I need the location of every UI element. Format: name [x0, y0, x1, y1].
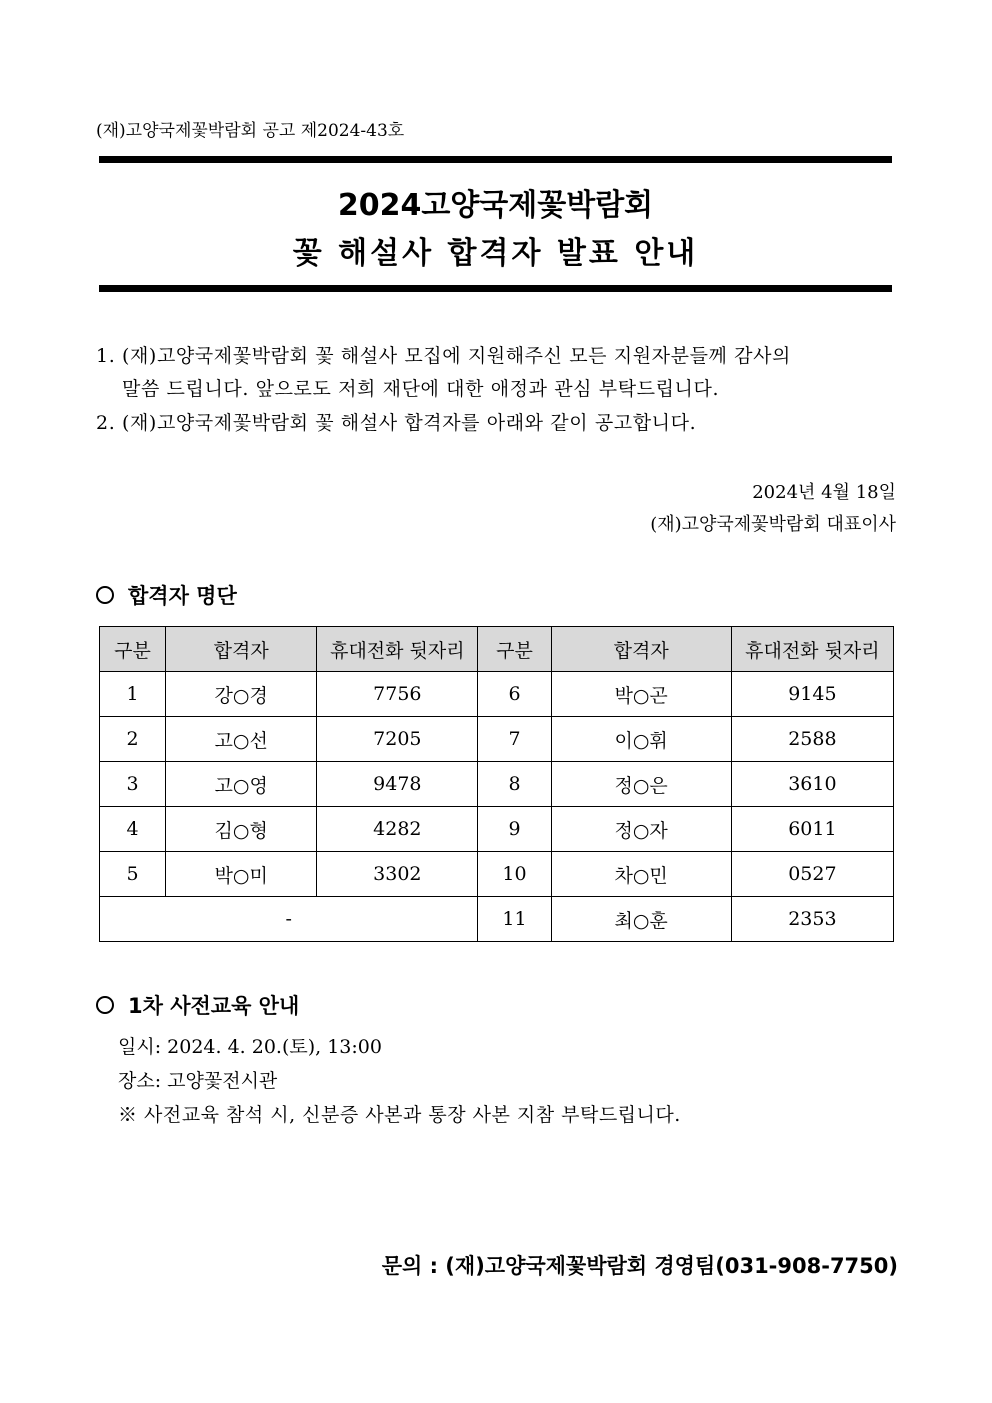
cell-phone: 7756: [317, 672, 478, 717]
cell-no: 9: [478, 807, 551, 852]
cell-name: 고○영: [166, 762, 317, 807]
cell-phone: 2353: [731, 897, 893, 942]
column-header: 구분: [100, 627, 166, 672]
education-note: ※ 사전교육 참석 시, 신분증 사본과 통장 사본 지참 부탁드립니다.: [118, 1104, 681, 1126]
table-row: [100, 762, 894, 807]
cell-name: 박○곤: [551, 672, 731, 717]
roster-heading-label: 합격자 명단: [128, 584, 237, 608]
title-top-rule: [99, 156, 892, 163]
cell-phone: 9478: [317, 762, 478, 807]
education-datetime: 일시: 2024. 4. 20.(토), 13:00: [118, 1036, 382, 1058]
cell-no: 11: [478, 897, 551, 942]
cell-phone: 0527: [731, 852, 893, 897]
education-place: 장소: 고양꽃전시관: [118, 1070, 278, 1092]
cell-phone: 4282: [317, 807, 478, 852]
cell-no: 10: [478, 852, 551, 897]
cell-no: 4: [100, 807, 166, 852]
title-bottom-rule: [99, 285, 892, 292]
cell-name: 이○휘: [551, 717, 731, 762]
column-header: 합격자: [166, 627, 317, 672]
table-row: [100, 672, 894, 717]
circle-bullet-icon: [96, 586, 114, 604]
cell-name: 고○선: [166, 717, 317, 762]
cell-phone: 9145: [731, 672, 893, 717]
table-row: [100, 897, 894, 942]
column-header: 휴대전화 뒷자리: [317, 627, 478, 672]
contact-info: 문의 : (재)고양국제꽃박람회 경영팀(031-908-7750): [381, 1254, 898, 1278]
cell-no: 6: [478, 672, 551, 717]
table-row: [100, 807, 894, 852]
page-title-line2: 꽃 해설사 합격자 발표 안내: [292, 236, 699, 271]
cell-phone: 7205: [317, 717, 478, 762]
roster-section-heading: [96, 580, 237, 610]
paragraph-1-line-1: 1. (재)고양국제꽃박람회 꽃 해설사 모집에 지원해주신 모든 지원자분들께 감사의: [96, 345, 791, 367]
paragraph-2: 2. (재)고양국제꽃박람회 꽃 해설사 합격자를 아래와 같이 공고합니다.: [96, 412, 697, 434]
cell-name: 박○미: [166, 852, 317, 897]
paragraph-1-line-2: 말씀 드립니다. 앞으로도 저희 재단에 대한 애정과 관심 부탁드립니다.: [122, 378, 720, 400]
cell-no: 7: [478, 717, 551, 762]
notice-number: (재)고양국제꽃박람회 공고 제2024-43호: [96, 121, 405, 141]
cell-no: 3: [100, 762, 166, 807]
cell-no: 2: [100, 717, 166, 762]
roster-table: [99, 626, 894, 942]
circle-bullet-icon: [96, 996, 114, 1014]
cell-name: 김○형: [166, 807, 317, 852]
cell-phone: 2588: [731, 717, 893, 762]
column-header: 휴대전화 뒷자리: [731, 627, 893, 672]
cell-name: 차○민: [551, 852, 731, 897]
notice-date: 2024년 4월 18일: [752, 482, 896, 503]
column-header: 합격자: [551, 627, 731, 672]
notice-issuer: (재)고양국제꽃박람회 대표이사: [650, 514, 896, 535]
education-heading-label: 1차 사전교육 안내: [128, 994, 300, 1018]
cell-no: 1: [100, 672, 166, 717]
cell-phone: 3610: [731, 762, 893, 807]
table-row: [100, 717, 894, 762]
cell-name: 최○훈: [551, 897, 731, 942]
cell-no: 5: [100, 852, 166, 897]
cell-name: 정○자: [551, 807, 731, 852]
table-row: [100, 852, 894, 897]
cell-no: 8: [478, 762, 551, 807]
cell-name: 정○은: [551, 762, 731, 807]
education-section-heading: [96, 990, 299, 1020]
table-header-row: [100, 627, 894, 672]
cell-phone: 6011: [731, 807, 893, 852]
cell-blank: -: [100, 897, 478, 942]
cell-phone: 3302: [317, 852, 478, 897]
column-header: 구분: [478, 627, 551, 672]
page-title-line1: 2024고양국제꽃박람회: [337, 188, 654, 223]
cell-name: 강○경: [166, 672, 317, 717]
